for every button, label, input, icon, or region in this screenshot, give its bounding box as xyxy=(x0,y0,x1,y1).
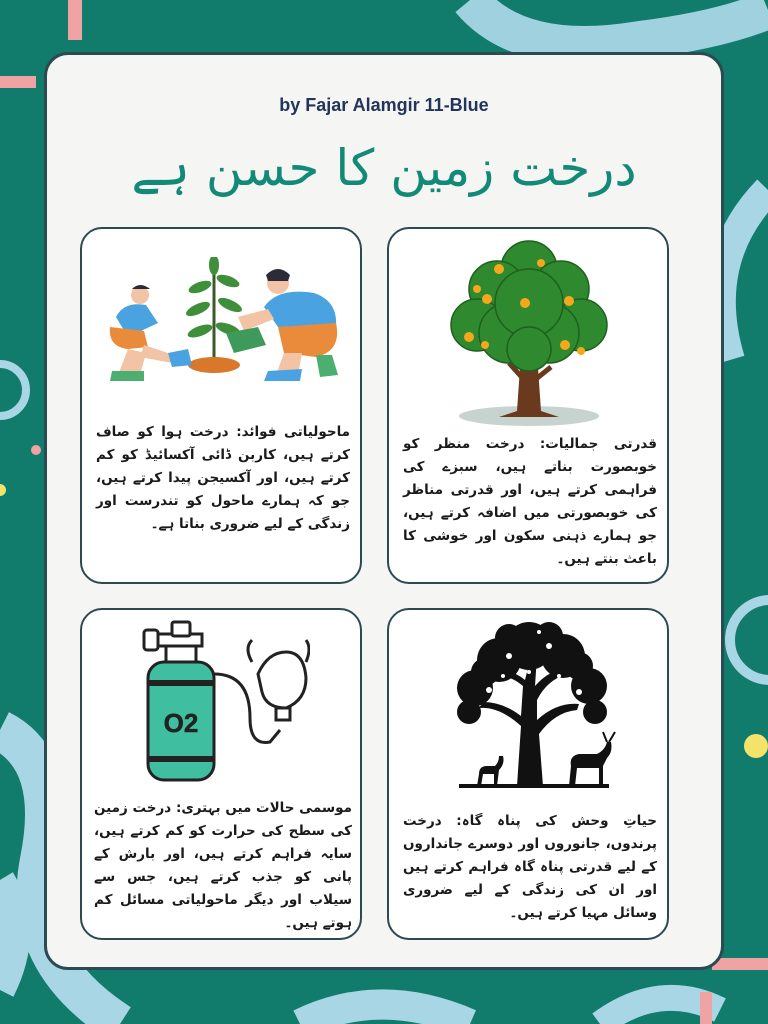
environment-text: ماحولیاتی فوائد: درخت ہوا کو صاف کرتے ہیں، کاربن ڈائی آکسائیڈ کو کم کرتے ہیں، اور آکسیجن پیدا کرتے ہیں، جو کہ ہمارے ماحول کو تندرست اور زندگی کے لیے ضروری بناتا ہے۔ xyxy=(96,424,350,532)
climate-text: موسمی حالات میں بہتری: درخت زمین کی سطح کی حرارت کو کم کرتے ہیں، سایہ فراہم کرتے ہیں، اور بارش کے پانی کو جذب کرتے ہیں، جس سے سیلاب اور دیگر ماحولیاتی مسائل کم ہوتے ہیں۔ xyxy=(94,800,352,931)
card-wildlife xyxy=(387,608,669,940)
byline: by Fajar Alamgir 11-Blue xyxy=(279,95,489,115)
o2-label: O2 xyxy=(163,708,199,738)
wildlife-tree-silhouette xyxy=(439,616,619,796)
orange-tree-illustration xyxy=(429,233,629,433)
poster-card xyxy=(44,52,724,970)
planting-people-illustration xyxy=(88,257,358,397)
card-environment xyxy=(80,227,362,584)
wildlife-text: حیاتِ وحش کی پناہ گاہ: درخت پرندوں، جانوروں اور دوسرے جانداروں کے لیے قدرتی پناہ گاہ فراہم کرتے ہیں اور ان کی زندگی کے لیے ضروری وسائل مہیا کرتے ہیں۔ xyxy=(403,813,657,921)
oxygen-tank-icon xyxy=(140,618,310,788)
card-climate xyxy=(80,608,362,940)
page-title: درخت زمین کا حسن ہے xyxy=(131,139,637,197)
aesthetics-text: قدرتی جمالیات: درخت منظر کو خوبصورت بناتے ہیں، سبزے کی فراہمی کرتے ہیں، اور قدرتی مناظر کی خوبصورتی میں اضافہ کرتے ہیں، جو ہمارے ذہنی سکون اور خوشی کا باعث بنتے ہیں۔ xyxy=(403,436,657,567)
card-aesthetics xyxy=(387,227,669,584)
